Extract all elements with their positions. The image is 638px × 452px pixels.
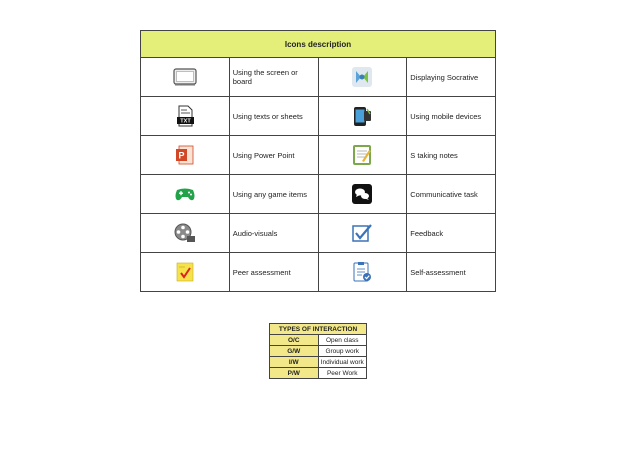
icons-description-table <box>140 30 496 292</box>
table-row <box>141 136 496 175</box>
checkbox-icon <box>350 222 374 244</box>
gamepad-icon <box>173 183 197 205</box>
notepad-icon <box>350 144 374 166</box>
interaction-code: O/C <box>270 335 319 346</box>
socrative-icon <box>350 66 374 88</box>
table-row <box>141 97 496 136</box>
sticky-note-check-icon <box>173 261 197 283</box>
icon-label: S taking notes <box>407 136 496 175</box>
svg-text:TXT: TXT <box>180 118 191 125</box>
interaction-code: P/W <box>270 368 319 379</box>
table-row <box>141 253 496 292</box>
icons-table-title-row <box>141 31 496 58</box>
interaction-description: Group work <box>318 346 367 357</box>
table-row <box>141 214 496 253</box>
checklist-icon <box>350 261 374 283</box>
table-row <box>270 346 367 357</box>
icon-label: Communicative task <box>407 175 496 214</box>
interaction-code: G/W <box>270 346 319 357</box>
icons-table-title: Icons description <box>141 31 496 58</box>
powerpoint-icon <box>173 144 197 166</box>
icon-label: Feedback <box>407 214 496 253</box>
interaction-table-title: TYPES OF INTERACTION <box>270 324 367 335</box>
interaction-table-title-row <box>270 324 367 335</box>
table-row <box>270 357 367 368</box>
txt-file-icon <box>173 105 197 127</box>
icon-label: Using the screen or board <box>229 58 318 97</box>
icon-label: Using texts or sheets <box>229 97 318 136</box>
screen-board-icon <box>173 66 197 88</box>
table-row <box>141 175 496 214</box>
icon-label: Using Power Point <box>229 136 318 175</box>
icon-label: Using any game items <box>229 175 318 214</box>
types-of-interaction-table <box>269 323 367 379</box>
icon-label: Displaying Socrative <box>407 58 496 97</box>
interaction-description: Individual work <box>318 357 367 368</box>
table-row <box>141 58 496 97</box>
svg-text:P: P <box>178 150 185 161</box>
icon-label: Self-assessment <box>407 253 496 292</box>
speech-bubbles-icon <box>350 183 374 205</box>
icon-label: Audio-visuals <box>229 214 318 253</box>
film-reel-icon <box>173 222 197 244</box>
table-row <box>270 335 367 346</box>
interaction-description: Open class <box>318 335 367 346</box>
mobile-device-icon <box>350 105 374 127</box>
interaction-code: I/W <box>270 357 319 368</box>
table-row <box>270 368 367 379</box>
icon-label: Using mobile devices <box>407 97 496 136</box>
interaction-description: Peer Work <box>318 368 367 379</box>
icon-label: Peer assessment <box>229 253 318 292</box>
